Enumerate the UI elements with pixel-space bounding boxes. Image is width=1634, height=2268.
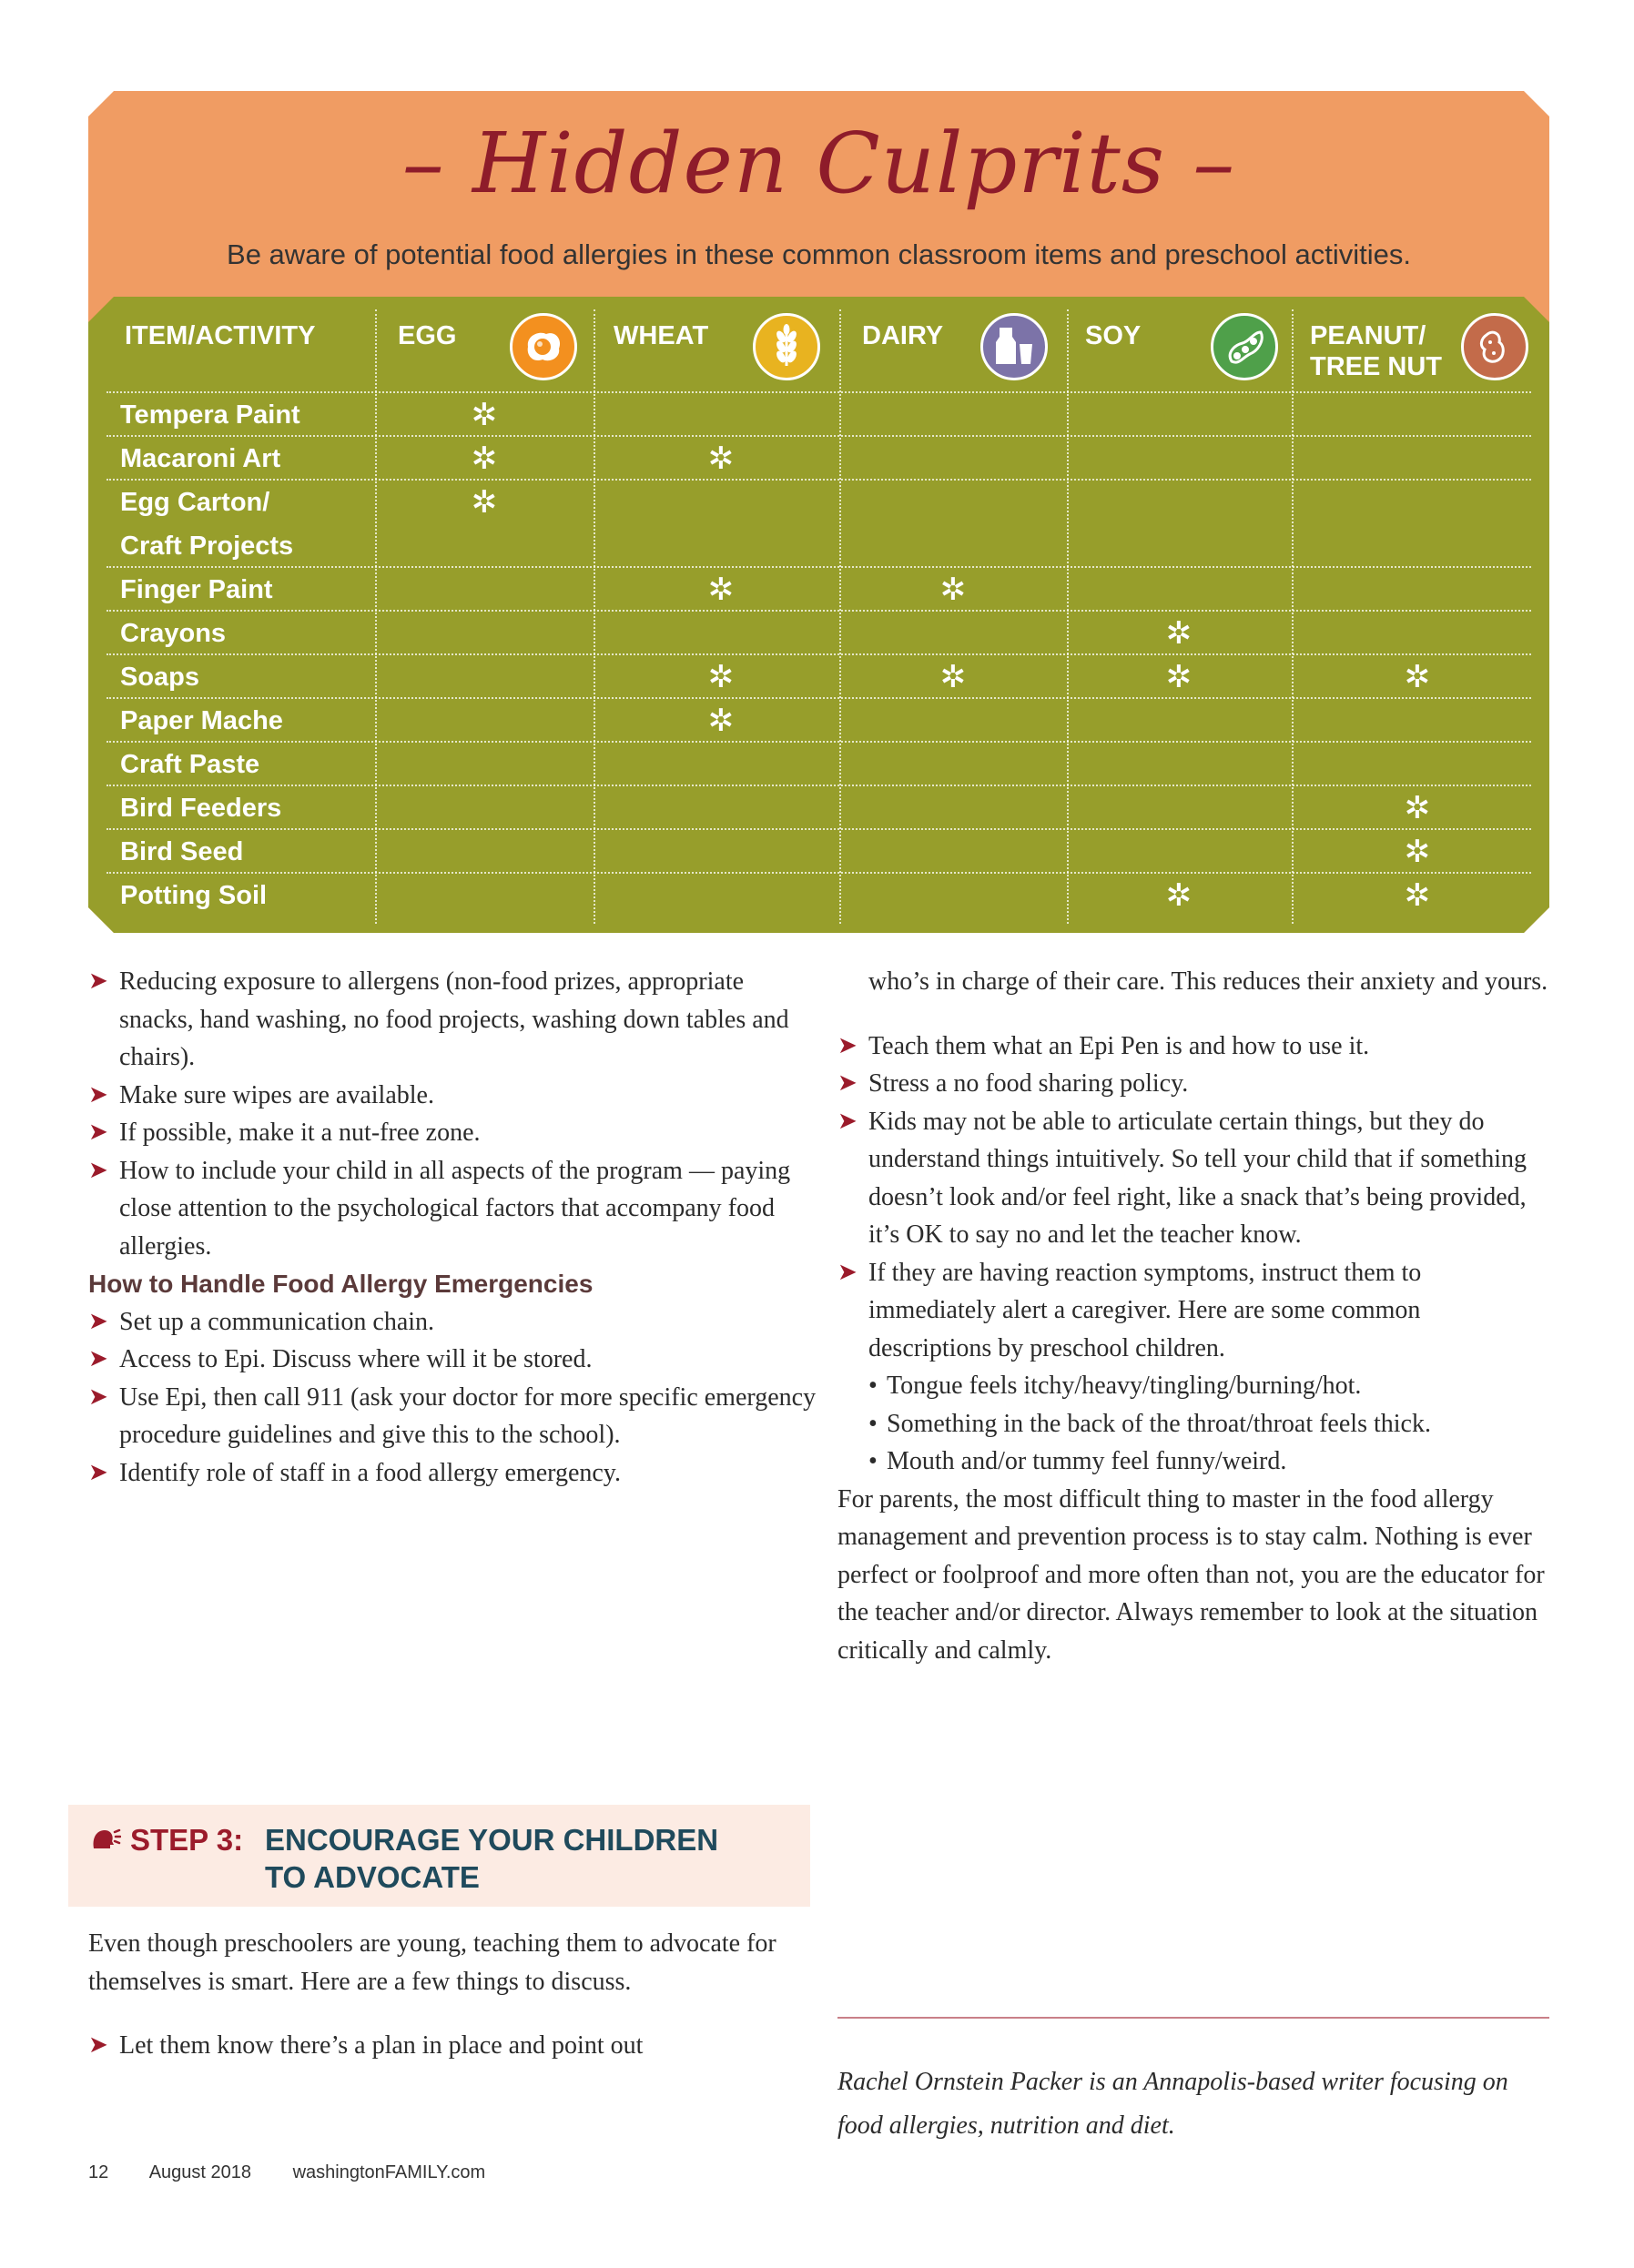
- table-row-label: Bird Seed: [120, 837, 244, 866]
- allergen-mark: ✲: [939, 659, 967, 695]
- arrow-icon: ➤: [88, 1458, 108, 1486]
- step-title-line2: TO ADVOCATE: [265, 1860, 480, 1894]
- list-item-text: If possible, make it a nut-free zone.: [119, 1119, 481, 1147]
- col-header-wheat: WHEAT: [614, 321, 709, 350]
- list-item: [88, 1454, 817, 1493]
- list-item-text: Teach them what an Epi Pen is and how to use it.: [868, 1031, 1370, 1060]
- allergen-mark: ✲: [707, 440, 735, 477]
- table-row-label: Soaps: [120, 663, 200, 692]
- allergen-mark: ✲: [707, 572, 735, 608]
- allergen-mark: ✲: [1404, 659, 1431, 695]
- allergen-mark: ✲: [471, 397, 498, 433]
- list-item-text: Set up a communication chain.: [119, 1307, 435, 1336]
- list-item: [88, 1114, 817, 1152]
- left-column: [88, 963, 817, 1492]
- table-row-label: Macaroni Art: [120, 444, 281, 473]
- milk-icon: [980, 313, 1048, 380]
- sub-list-item: [837, 1367, 1549, 1405]
- row-divider: [107, 828, 1531, 830]
- list-item-text: Reducing exposure to allergens (non-food prizes, appropriate snacks, hand washing, no food projects, washing down tables and chairs).: [119, 967, 789, 1071]
- list-item-text: Let them know there’s a plan in place and point out: [119, 2031, 644, 2060]
- row-divider: [107, 610, 1531, 612]
- row-divider: [107, 653, 1531, 655]
- col-header-peanut-line2: TREE NUT: [1310, 352, 1442, 381]
- allergen-mark: ✲: [1165, 615, 1193, 652]
- list-item: [88, 1152, 817, 1266]
- column-divider: [594, 309, 595, 924]
- step-3-heading-box: [68, 1805, 810, 1907]
- step-number: STEP 3:: [130, 1823, 244, 1857]
- row-divider: [107, 785, 1531, 786]
- allergen-mark: ✲: [707, 659, 735, 695]
- allergen-mark: ✲: [707, 703, 735, 739]
- bullet-dot-icon: •: [868, 1409, 878, 1438]
- list-item: [88, 1341, 817, 1379]
- arrow-icon: ➤: [88, 1156, 108, 1184]
- allergen-mark: ✲: [1404, 834, 1431, 870]
- col-header-egg: EGG: [398, 321, 457, 350]
- allergen-mark: ✲: [1404, 790, 1431, 826]
- allergen-mark: ✲: [939, 572, 967, 608]
- list-item: [88, 2027, 798, 2065]
- list-item-text: Access to Epi. Discuss where will it be stored.: [119, 1345, 593, 1373]
- right-column: [837, 963, 1549, 1669]
- list-item: [88, 1077, 817, 1115]
- list-item: [837, 1103, 1549, 1254]
- table-row-label: Tempera Paint: [120, 400, 300, 430]
- sub-list-item-text: Something in the back of the throat/throat feels thick.: [887, 1409, 1431, 1438]
- table-row-label: Finger Paint: [120, 575, 273, 604]
- sub-list-item-text: Tongue feels itchy/heavy/tingling/burning/hot.: [887, 1372, 1362, 1400]
- arrow-icon: ➤: [88, 1345, 108, 1372]
- sub-list-item: [837, 1405, 1549, 1443]
- arrow-icon: ➤: [837, 1069, 858, 1097]
- bullet-dot-icon: •: [868, 1372, 878, 1400]
- table-row-label: Potting Soil: [120, 881, 268, 910]
- author-byline: Rachel Ornstein Packer is an Annapolis-based writer focusing on food allergies, nutrition and diet.: [837, 2068, 1508, 2140]
- bullet-dot-icon: •: [868, 1447, 878, 1475]
- col-header-soy: SOY: [1085, 321, 1142, 350]
- arrow-icon: ➤: [88, 1382, 108, 1411]
- sub-list-item: [837, 1443, 1549, 1481]
- col-header-dairy: DAIRY: [862, 321, 944, 350]
- hidden-culprits-chart: [88, 91, 1549, 933]
- table-row-label: Bird Feeders: [120, 794, 282, 823]
- row-divider: [107, 435, 1531, 437]
- soybean-icon: [1211, 313, 1278, 380]
- row-divider: [107, 479, 1531, 481]
- list-item-text: Identify role of staff in a food allergy emergency.: [119, 1458, 621, 1487]
- row-divider: [107, 872, 1531, 874]
- byline-divider: [837, 2017, 1549, 2019]
- chart-subtitle: Be aware of potential food allergies in these common classroom items and preschool activities.: [227, 238, 1411, 270]
- list-item-text: Make sure wipes are available.: [119, 1080, 434, 1109]
- table-row-label: Paper Mache: [120, 706, 283, 735]
- col-header-peanut: [1310, 320, 1442, 382]
- page-number: 12: [88, 2162, 109, 2182]
- website: washingtonFAMILY.com: [292, 2162, 486, 2182]
- column-divider: [1292, 309, 1294, 924]
- list-item: [88, 1303, 817, 1342]
- step-title: [265, 1821, 793, 1896]
- arrow-icon: ➤: [837, 1107, 858, 1135]
- allergen-mark: ✲: [1165, 877, 1193, 914]
- list-item: [837, 1065, 1549, 1103]
- row-divider: [107, 741, 1531, 743]
- fried-egg-icon: [510, 313, 577, 380]
- row-divider: [107, 697, 1531, 699]
- list-item: [837, 1254, 1549, 1368]
- list-item-text: How to include your child in all aspects of the program — paying close attention to the psychological factors that accompany food allergies.: [119, 1156, 791, 1261]
- allergen-mark: ✲: [471, 440, 498, 477]
- chart-title: – Hidden Culprits –: [401, 115, 1236, 212]
- col-header-peanut-line1: PEANUT/: [1310, 321, 1426, 350]
- row-divider: [107, 566, 1531, 568]
- speaking-head-icon: [90, 1825, 121, 1852]
- issue-date: August 2018: [148, 2162, 252, 2182]
- allergen-mark: ✲: [471, 484, 498, 521]
- table-row-label: Craft Paste: [120, 750, 260, 779]
- arrow-icon: ➤: [837, 1258, 858, 1286]
- column-divider: [1067, 309, 1069, 924]
- intro-paragraph: Even though preschoolers are young, teaching them to advocate for themselves is smart. Here are a few things to discuss.: [88, 1929, 776, 1996]
- row-divider: [107, 391, 1531, 393]
- arrow-icon: ➤: [88, 1080, 108, 1109]
- wheat-icon: [753, 313, 820, 380]
- col-header-item: ITEM/ACTIVITY: [125, 321, 316, 350]
- list-item-text: Kids may not be able to articulate certain things, but they do understand things intuitively. So tell your child that if something doesn’t look and/or feel right, like a snack that’s being provided, it’s OK to say no and let the teacher know.: [868, 1107, 1527, 1249]
- column-divider: [839, 309, 841, 924]
- arrow-icon: ➤: [88, 1119, 108, 1146]
- list-item-text: Stress a no food sharing policy.: [868, 1069, 1189, 1098]
- list-item-text: If they are having reaction symptoms, instruct them to immediately alert a caregiver. Here are some common descriptions by preschool children.: [868, 1258, 1422, 1362]
- closing-paragraph: For parents, the most difficult thing to master in the food allergy management and prevention process is to stay calm. Nothing is ever perfect or foolproof and more often than not, you are the educator for the teacher and/or director. Always remember to look at the situation critically and calmly.: [837, 1484, 1545, 1665]
- sub-list-item-text: Mouth and/or tummy feel funny/weird.: [887, 1447, 1287, 1475]
- page-footer: [88, 2162, 522, 2183]
- column-divider: [375, 309, 377, 924]
- arrow-icon: ➤: [88, 967, 108, 995]
- step-title-line1: ENCOURAGE YOUR CHILDREN: [265, 1823, 719, 1857]
- table-row-label: Egg Carton/: [120, 488, 270, 517]
- section-heading: How to Handle Food Allergy Emergencies: [88, 1270, 594, 1298]
- left-column-lower: [88, 1925, 798, 2065]
- arrow-icon: ➤: [837, 1031, 858, 1059]
- list-item-continuation: who’s in charge of their care. This reduces their anxiety and yours.: [868, 967, 1548, 996]
- list-item-text: Use Epi, then call 911 (ask your doctor for more specific emergency procedure guidelines and give this to the school).: [119, 1382, 817, 1449]
- table-row-label: Craft Projects: [120, 532, 294, 561]
- allergen-mark: ✲: [1404, 877, 1431, 914]
- list-item: [88, 963, 817, 1077]
- peanut-icon: [1461, 313, 1528, 380]
- table-row-label: Crayons: [120, 619, 227, 648]
- list-item: [88, 1379, 817, 1454]
- allergen-mark: ✲: [1165, 659, 1193, 695]
- list-item: [837, 1028, 1549, 1066]
- arrow-icon: ➤: [88, 2031, 108, 2059]
- arrow-icon: ➤: [88, 1307, 108, 1335]
